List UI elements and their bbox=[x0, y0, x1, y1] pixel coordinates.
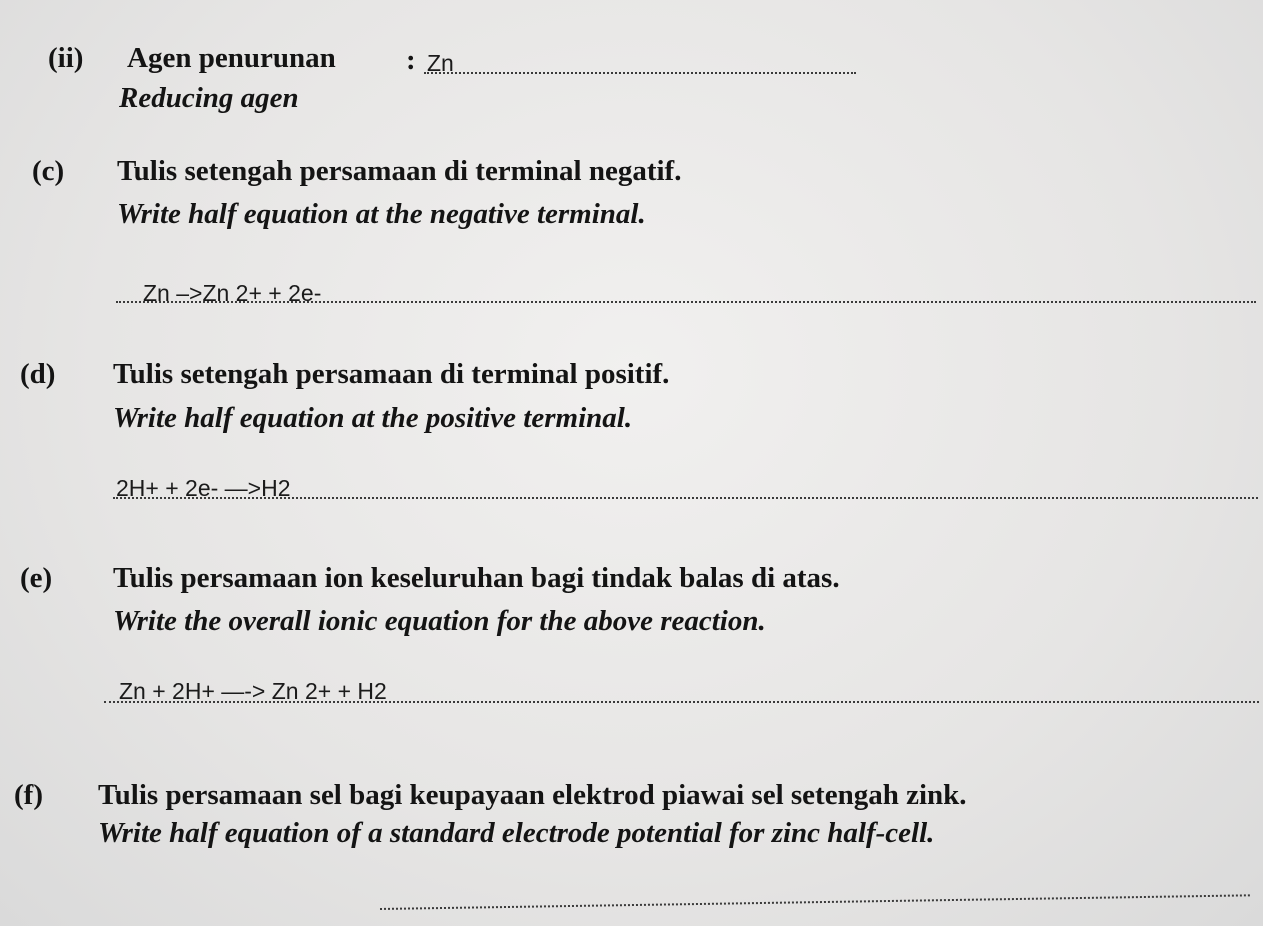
question-ii-colon: : bbox=[406, 44, 416, 76]
answer-line-c bbox=[116, 301, 1256, 303]
question-f-number: (f) bbox=[14, 779, 43, 811]
question-ii-label-en: Reducing agen bbox=[119, 82, 299, 114]
question-f-text-en: Write half equation of a standard electrode potential for zinc half-cell. bbox=[98, 817, 935, 849]
question-ii-label: Agen penurunan bbox=[127, 42, 336, 74]
question-e-text-en: Write the overall ionic equation for the above reaction. bbox=[113, 605, 766, 637]
question-ii-answer: Zn bbox=[427, 50, 454, 76]
question-e-text: Tulis persamaan ion keseluruhan bagi tindak balas di atas. bbox=[113, 562, 840, 594]
question-f-text: Tulis persamaan sel bagi keupayaan elektrod piawai sel setengah zink. bbox=[98, 779, 967, 811]
question-e-number: (e) bbox=[20, 562, 53, 594]
question-c-answer: Zn –>Zn 2+ + 2e- bbox=[143, 280, 322, 306]
question-c-text-en: Write half equation at the negative terminal. bbox=[117, 198, 646, 230]
question-d-text-en: Write half equation at the positive terminal. bbox=[113, 402, 633, 434]
question-c-text: Tulis setengah persamaan di terminal negatif. bbox=[117, 155, 682, 187]
question-d-number: (d) bbox=[20, 358, 56, 390]
answer-line-d bbox=[113, 497, 1258, 499]
answer-line-f bbox=[380, 894, 1250, 910]
question-c-number: (c) bbox=[32, 155, 65, 187]
question-d-answer: 2H+ + 2e- —>H2 bbox=[116, 475, 291, 501]
answer-line-e bbox=[104, 701, 1259, 703]
question-d-text: Tulis setengah persamaan di terminal positif. bbox=[113, 358, 670, 390]
question-e-answer: Zn + 2H+ —-> Zn 2+ + H2 bbox=[119, 678, 387, 704]
answer-line-ii bbox=[424, 72, 856, 74]
question-ii-number: (ii) bbox=[48, 42, 84, 74]
